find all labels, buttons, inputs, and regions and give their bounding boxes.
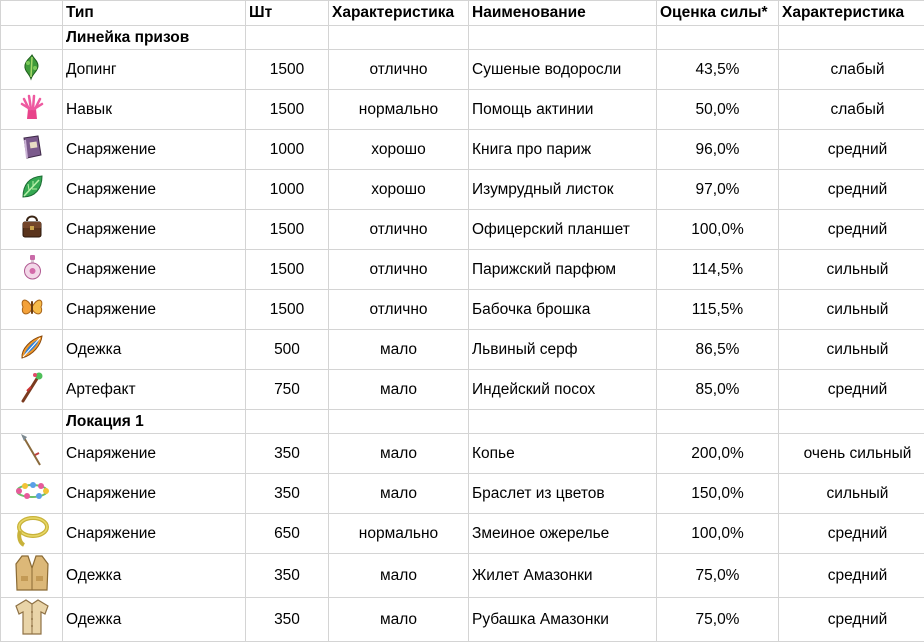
staff-icon [19, 371, 45, 408]
table-row [1, 598, 924, 642]
table-row [1, 554, 924, 598]
table-row [1, 90, 924, 130]
score-cell: 86,5% [657, 330, 779, 370]
icon-cell [1, 290, 63, 330]
header-row [1, 1, 924, 26]
table-row [1, 290, 924, 330]
qty-cell: 1500 [246, 210, 329, 250]
vest-icon [14, 554, 50, 597]
strength-cell: сильный [779, 250, 924, 290]
name-cell: Помощь актинии [469, 90, 657, 130]
score-cell: 96,0% [657, 130, 779, 170]
table-row [1, 170, 924, 210]
name-cell: Рубашка Амазонки [469, 598, 657, 642]
characteristic-cell: мало [329, 474, 469, 514]
surfboard-icon [19, 333, 45, 366]
spear-icon [19, 434, 45, 473]
strength-cell: средний [779, 130, 924, 170]
qty-cell: 350 [246, 598, 329, 642]
score-cell: 97,0% [657, 170, 779, 210]
score-cell: 200,0% [657, 434, 779, 474]
strength-cell: сильный [779, 290, 924, 330]
table-row [1, 434, 924, 474]
score-cell: 114,5% [657, 250, 779, 290]
name-cell: Львиный серф [469, 330, 657, 370]
qty-cell: 1000 [246, 130, 329, 170]
characteristic-cell: отлично [329, 250, 469, 290]
name-cell: Книга про париж [469, 130, 657, 170]
type-cell: Снаряжение [63, 514, 246, 554]
header-qty: Шт [246, 1, 329, 26]
score-cell: 43,5% [657, 50, 779, 90]
characteristic-cell: нормально [329, 514, 469, 554]
characteristic-cell: мало [329, 554, 469, 598]
type-cell: Снаряжение [63, 474, 246, 514]
qty-cell: 500 [246, 330, 329, 370]
perfume-icon [19, 253, 45, 286]
type-cell: Артефакт [63, 370, 246, 410]
empty-cell [469, 26, 657, 50]
strength-cell: средний [779, 554, 924, 598]
table-row [1, 210, 924, 250]
header-characteristic: Характеристика [329, 1, 469, 26]
icon-cell [1, 90, 63, 130]
shirt-icon [14, 598, 50, 641]
type-cell: Одежка [63, 598, 246, 642]
characteristic-cell: отлично [329, 50, 469, 90]
header-icon-cell [1, 1, 63, 26]
icon-cell [1, 474, 63, 514]
icon-cell [1, 514, 63, 554]
characteristic-cell: мало [329, 434, 469, 474]
qty-cell: 1500 [246, 250, 329, 290]
empty-cell [469, 410, 657, 434]
qty-cell: 1500 [246, 50, 329, 90]
icon-cell [1, 170, 63, 210]
strength-cell: слабый [779, 90, 924, 130]
icon-cell [1, 598, 63, 642]
satchel-icon [19, 213, 45, 246]
qty-cell: 650 [246, 514, 329, 554]
type-cell: Снаряжение [63, 170, 246, 210]
section-title: Локация 1 [63, 410, 246, 434]
empty-cell [779, 410, 924, 434]
table-row [1, 370, 924, 410]
qty-cell: 750 [246, 370, 329, 410]
strength-cell: очень сильный [779, 434, 924, 474]
seaweed-icon [19, 53, 45, 86]
score-cell: 50,0% [657, 90, 779, 130]
empty-cell [779, 26, 924, 50]
score-cell: 115,5% [657, 290, 779, 330]
characteristic-cell: нормально [329, 90, 469, 130]
strength-cell: средний [779, 170, 924, 210]
book-icon [19, 133, 45, 166]
qty-cell: 1500 [246, 290, 329, 330]
qty-cell: 1500 [246, 90, 329, 130]
qty-cell: 1000 [246, 170, 329, 210]
score-cell: 75,0% [657, 598, 779, 642]
characteristic-cell: мало [329, 598, 469, 642]
icon-cell [1, 50, 63, 90]
strength-cell: средний [779, 514, 924, 554]
strength-cell: средний [779, 598, 924, 642]
type-cell: Одежка [63, 330, 246, 370]
section-icon-cell [1, 410, 63, 434]
score-cell: 85,0% [657, 370, 779, 410]
header-score: Оценка силы* [657, 1, 779, 26]
icon-cell [1, 330, 63, 370]
icon-cell [1, 554, 63, 598]
name-cell: Жилет Амазонки [469, 554, 657, 598]
score-cell: 100,0% [657, 514, 779, 554]
header-name: Наименование [469, 1, 657, 26]
qty-cell: 350 [246, 474, 329, 514]
butterfly-icon [19, 293, 45, 326]
characteristic-cell: хорошо [329, 170, 469, 210]
flower-bracelet-icon [14, 481, 50, 506]
empty-cell [657, 26, 779, 50]
anemone-icon [19, 93, 45, 126]
empty-cell [246, 26, 329, 50]
score-cell: 75,0% [657, 554, 779, 598]
empty-cell [329, 410, 469, 434]
characteristic-cell: отлично [329, 290, 469, 330]
name-cell: Индейский посох [469, 370, 657, 410]
header-characteristic-2: Характеристика [779, 1, 924, 26]
strength-cell: слабый [779, 50, 924, 90]
characteristic-cell: мало [329, 370, 469, 410]
name-cell: Браслет из цветов [469, 474, 657, 514]
characteristic-cell: отлично [329, 210, 469, 250]
name-cell: Бабочка брошка [469, 290, 657, 330]
icon-cell [1, 250, 63, 290]
type-cell: Снаряжение [63, 130, 246, 170]
type-cell: Снаряжение [63, 250, 246, 290]
table-row [1, 330, 924, 370]
icon-cell [1, 370, 63, 410]
table-row [1, 514, 924, 554]
score-cell: 150,0% [657, 474, 779, 514]
type-cell: Допинг [63, 50, 246, 90]
icon-cell [1, 130, 63, 170]
empty-cell [329, 26, 469, 50]
type-cell: Навык [63, 90, 246, 130]
strength-cell: сильный [779, 474, 924, 514]
name-cell: Офицерский планшет [469, 210, 657, 250]
strength-cell: средний [779, 210, 924, 250]
icon-cell [1, 210, 63, 250]
leaf-icon [19, 173, 45, 206]
characteristic-cell: хорошо [329, 130, 469, 170]
qty-cell: 350 [246, 434, 329, 474]
empty-cell [657, 410, 779, 434]
header-type: Тип [63, 1, 246, 26]
section-title: Линейка призов [63, 26, 246, 50]
type-cell: Снаряжение [63, 290, 246, 330]
type-cell: Снаряжение [63, 210, 246, 250]
icon-cell [1, 434, 63, 474]
section-row [1, 26, 924, 50]
strength-cell: средний [779, 370, 924, 410]
name-cell: Парижский парфюм [469, 250, 657, 290]
name-cell: Изумрудный листок [469, 170, 657, 210]
strength-cell: сильный [779, 330, 924, 370]
table-row [1, 50, 924, 90]
type-cell: Снаряжение [63, 434, 246, 474]
score-cell: 100,0% [657, 210, 779, 250]
section-icon-cell [1, 26, 63, 50]
table-row [1, 130, 924, 170]
qty-cell: 350 [246, 554, 329, 598]
name-cell: Змеиное ожерелье [469, 514, 657, 554]
name-cell: Сушеные водоросли [469, 50, 657, 90]
name-cell: Копье [469, 434, 657, 474]
type-cell: Одежка [63, 554, 246, 598]
section-row [1, 410, 924, 434]
empty-cell [246, 410, 329, 434]
snake-necklace-icon [14, 515, 50, 552]
table-row [1, 250, 924, 290]
table-row [1, 474, 924, 514]
characteristic-cell: мало [329, 330, 469, 370]
